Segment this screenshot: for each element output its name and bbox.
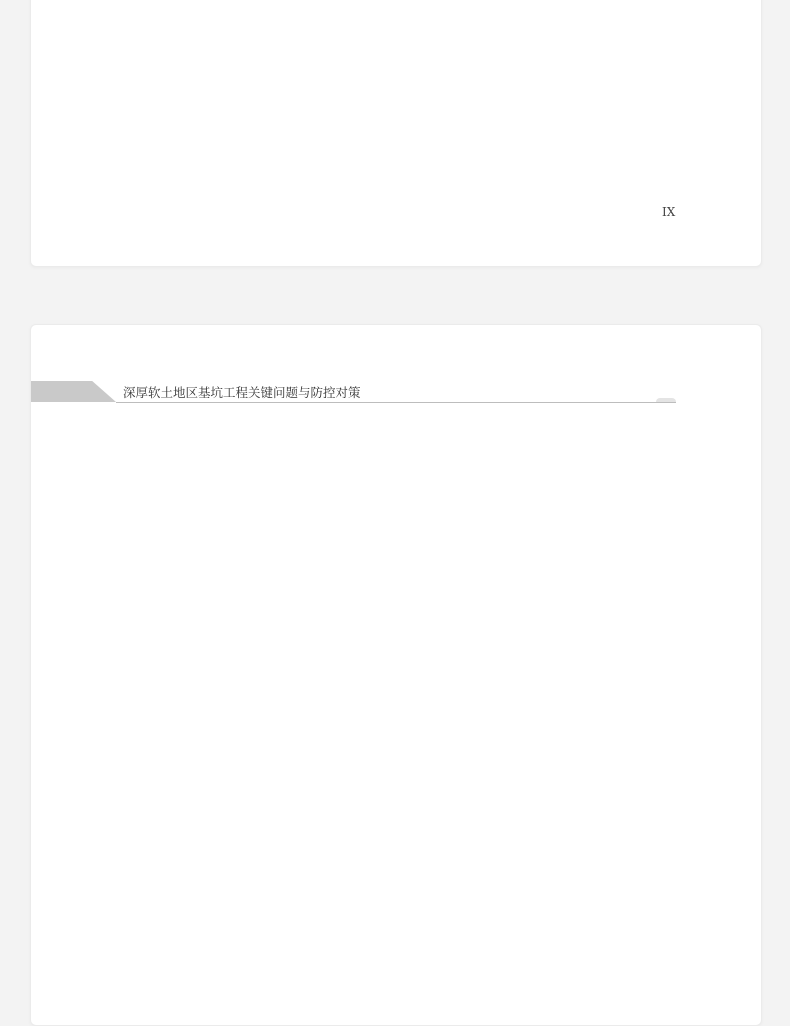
page-x xyxy=(30,324,762,1026)
page-number: IX xyxy=(662,205,676,219)
page-ix xyxy=(30,0,762,267)
header-rule xyxy=(116,402,676,403)
header-ornament xyxy=(656,398,676,402)
running-title: 深厚软土地区基坑工程关键问题与防控对策 xyxy=(123,385,361,400)
header-tab-shape xyxy=(31,381,116,402)
